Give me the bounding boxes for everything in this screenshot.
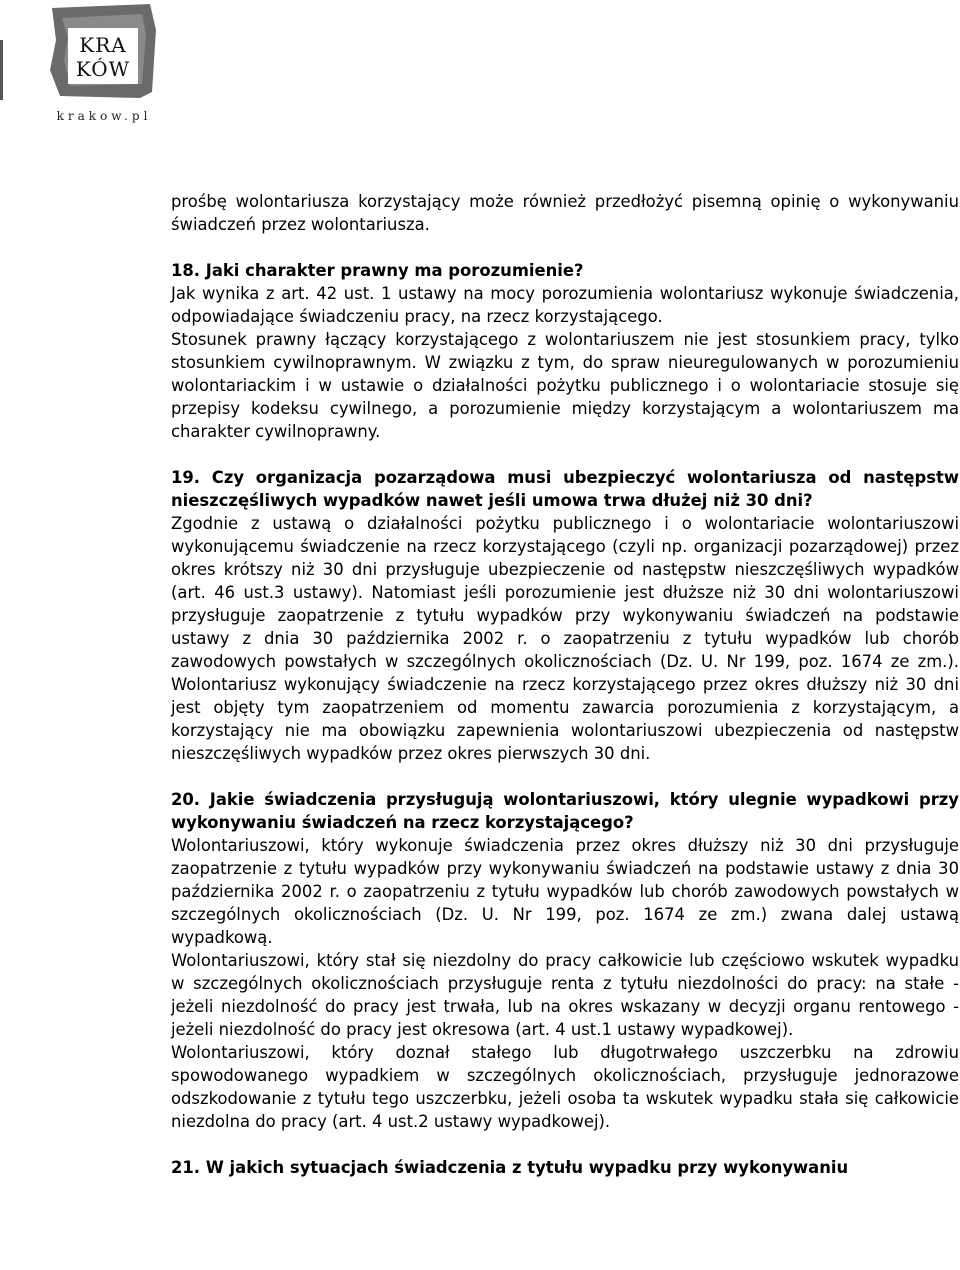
answer-19-paragraph-1: Zgodnie z ustawą o działalności pożytku publicznego i o wolontariacie wolontariuszowi wykonującemu świadczenie na rzecz korzystającego (czyli np. organizacji pozarządowej) przez okres krótszy niż 30 dni przysługuje ubezpieczenie od następstw nieszczęśliwych wypadków (art. 46 ust.3 ustawy). Natomiast jeśli porozumienie jest dłuższe niż 30 dni wolontariuszowi przysługuje zaopatrzenie z tytułu wypadków przy wykonywaniu świadczeń na podstawie ustawy z dnia 30 października 2002 r. o zaopatrzeniu z tytułu wypadków lub chorób zawodowych powstałych w szczególnych okolicznościach (Dz. U. Nr 199, poz. 1674 ze zm.). Wolontariusz wykonujący świadczenie na rzecz korzystającego przez okres dłuższy niż 30 dni jest objęty tym zaopatrzeniem od momentu zawarcia porozumienia z korzystającym, a korzystający nie ma obowiązku zapewnienia wolontariuszowi ubezpieczenia od następstw nieszczęśliwych wypadków przez okres pierwszych 30 dni.	[171, 514, 959, 763]
question-20-heading: 20. Jakie świadczenia przysługują wolontariuszowi, który ulegnie wypadkowi przy wykonywaniu świadczeń na rzecz korzystającego?	[171, 790, 959, 832]
answer-20-paragraph-2: Wolontariuszowi, który stał się niezdolny do pracy całkowicie lub częściowo wskutek wypadku w szczególnych okolicznościach przysługuje renta z tytułu niezdolności do pracy: na stałe - jeżeli niezdolność do pracy jest trwała, lub na okres wskazany w decyzji organu rentowego - jeżeli niezdolność do pracy jest okresowa (art. 4 ust.1 ustawy wypadkowej).	[171, 951, 959, 1039]
logo-site: krakow.pl	[56, 109, 152, 123]
answer-18-paragraph-2: Stosunek prawny łączący korzystającego z wolontariuszem nie jest stosunkiem pracy, tylko stosunkiem cywilnoprawnym. W związku z tym, do spraw nieuregulowanych w porozumieniu wolontariackim i w ustawie o działalności pożytku publicznego i o wolontariacie stosuje się przepisy kodeksu cywilnego, a porozumienie między korzystającym a wolontariuszem ma charakter cywilnoprawny.	[171, 330, 959, 441]
intro-paragraph: prośbę wolontariusza korzystający może również przedłożyć pisemną opinię o wykonywaniu świadczeń przez wolontariusza.	[171, 192, 959, 234]
question-18-heading: 18. Jaki charakter prawny ma porozumienie?	[171, 261, 584, 280]
answer-20-paragraph-3: Wolontariuszowi, który doznał stałego lub długotrwałego uszczerbku na zdrowiu spowodowanego wypadkiem w szczególnych okolicznościach, przysługuje jednorazowe odszkodowanie z tytułu tego uszczerbku, jeżeli osoba ta wskutek wypadku stała się całkowicie niezdolna do pracy (art. 4 ust.2 ustawy wypadkowej).	[171, 1043, 959, 1131]
logo-line1: KRA	[79, 33, 127, 57]
question-19-heading: 19. Czy organizacja pozarządowa musi ubezpieczyć wolontariusza od następstw nieszczęśliwych wypadków nawet jeśli umowa trwa dłużej niż 30 dni?	[171, 468, 959, 510]
krakow-logo	[0, 0, 170, 130]
answer-20-paragraph-1: Wolontariuszowi, który wykonuje świadczenia przez okres dłuższy niż 30 dni przysługuje zaopatrzenie z tytułu wypadków przy wykonywaniu świadczeń na podstawie ustawy z dnia 30 października 2002 r. o zaopatrzeniu z tytułu wypadków lub chorób zawodowych powstałych w szczególnych okolicznościach (Dz. U. Nr 199, poz. 1674 ze zm.) zwana dalej ustawą wypadkową.	[171, 836, 959, 947]
document-body	[171, 190, 959, 1179]
answer-18-paragraph-1: Jak wynika z art. 42 ust. 1 ustawy na mocy porozumienia wolontariusz wykonuje świadczenia, odpowiadające świadczeniu pracy, na rzecz korzystającego.	[171, 284, 959, 326]
question-21-heading: 21. W jakich sytuacjach świadczenia z tytułu wypadku przy wykonywaniu	[171, 1158, 849, 1177]
logo-line2: KÓW	[75, 57, 131, 81]
